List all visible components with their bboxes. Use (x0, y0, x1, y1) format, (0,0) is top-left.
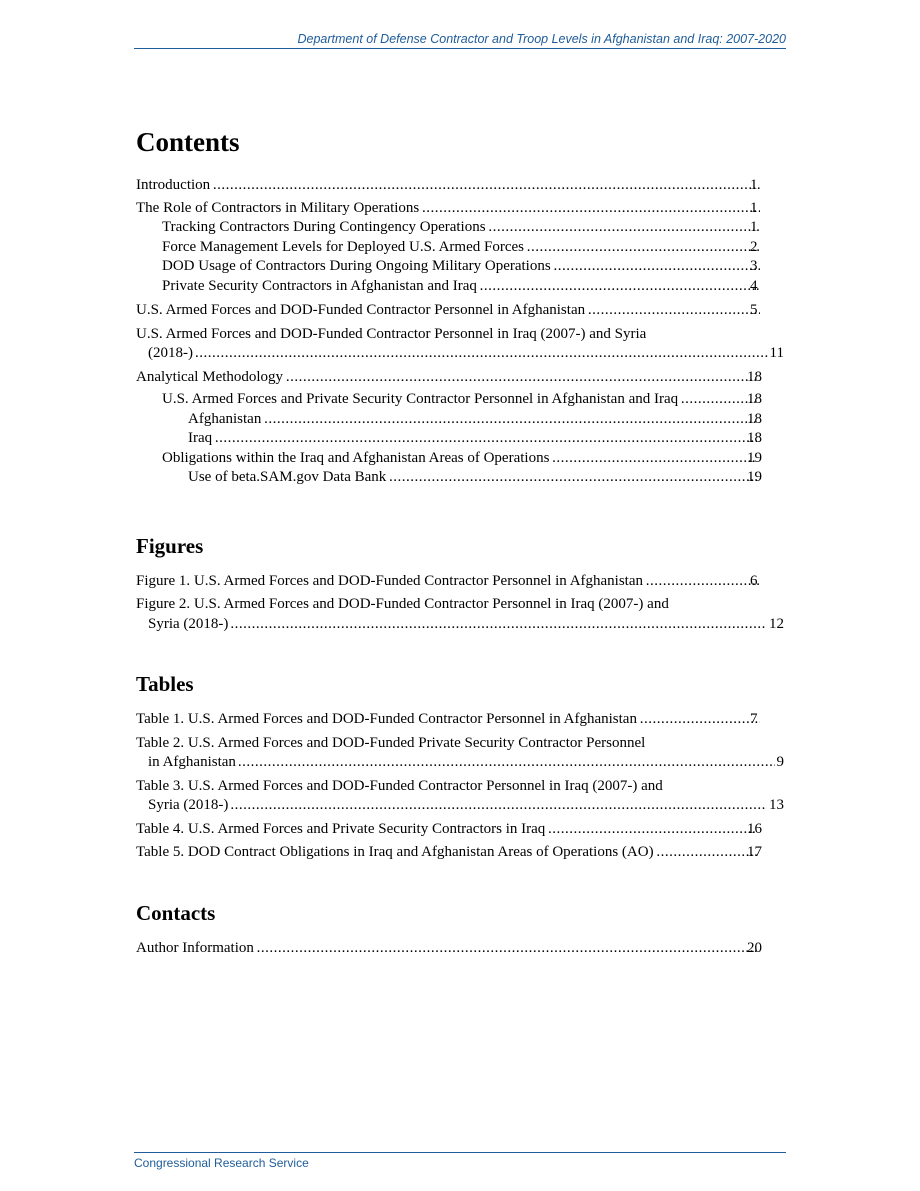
contacts-heading: Contacts (136, 900, 216, 925)
toc-link-beta-sam[interactable]: Use of beta.SAM.gov Data Bank ..... 19 (136, 468, 784, 488)
toc-link-analytical-methodology[interactable]: Analytical Methodology ..... 18 (136, 368, 784, 388)
toc-link-introduction[interactable]: Introduction ..... 1 (136, 176, 784, 196)
figures-section (136, 532, 784, 635)
toc-link-armed-forces-private-security[interactable]: U.S. Armed Forces and Private Security Contractor Personnel in Afghanistan and Iraq ..... 18 (136, 390, 784, 410)
toc-link-dod-usage[interactable]: DOD Usage of Contractors During Ongoing Military Operations ..... 3 (136, 257, 784, 277)
report-title: Department of Defense Contractor and Troop Levels in Afghanistan and Iraq: 2007-2020 (297, 32, 786, 46)
toc-link-afghanistan-personnel[interactable]: U.S. Armed Forces and DOD-Funded Contractor Personnel in Afghanistan ..... 5 (136, 301, 784, 321)
contents-section (136, 124, 784, 488)
figures-heading: Figures (136, 533, 204, 558)
toc-link-table-3[interactable]: Table 3. U.S. Armed Forces and DOD-Funded Contractor Personnel in Iraq (2007-) and Syria (2018-) ..... 13 (136, 777, 784, 816)
toc-link-table-4[interactable]: Table 4. U.S. Armed Forces and Private Security Contractors in Iraq ..... 16 (136, 820, 784, 840)
publisher-name: Congressional Research Service (134, 1156, 309, 1170)
toc-link-afghanistan[interactable]: Afghanistan ..... 18 (136, 410, 784, 430)
toc-link-figure-2[interactable]: Figure 2. U.S. Armed Forces and DOD-Funded Contractor Personnel in Iraq (2007-) and Syria (2018-) ..... 12 (136, 595, 784, 634)
contents-heading: Contents (136, 127, 240, 157)
toc-link-force-management-levels[interactable]: Force Management Levels for Deployed U.S. Armed Forces ..... 2 (136, 238, 784, 258)
toc-link-private-security[interactable]: Private Security Contractors in Afghanistan and Iraq ..... 4 (136, 277, 784, 297)
toc-link-iraq[interactable]: Iraq ..... 18 (136, 429, 784, 449)
running-header (134, 32, 786, 49)
table-of-contents (136, 124, 784, 990)
toc-link-author-information[interactable]: Author Information ..... 20 (136, 939, 784, 959)
tables-section (136, 670, 784, 863)
toc-link-table-2[interactable]: Table 2. U.S. Armed Forces and DOD-Funded Private Security Contractor Personnel in Afghanistan ..... 9 (136, 734, 784, 773)
toc-link-tracking-contractors[interactable]: Tracking Contractors During Contingency Operations ..... 1 (136, 218, 784, 238)
contacts-section (136, 899, 784, 959)
running-footer (134, 1152, 786, 1170)
toc-link-iraq-syria-personnel[interactable]: U.S. Armed Forces and DOD-Funded Contractor Personnel in Iraq (2007-) and Syria (2018-) ..... 11 (136, 325, 784, 364)
toc-link-role-of-contractors[interactable]: The Role of Contractors in Military Operations ..... 1 (136, 199, 784, 219)
toc-link-table-1[interactable]: Table 1. U.S. Armed Forces and DOD-Funded Contractor Personnel in Afghanistan ..... 7 (136, 710, 784, 730)
toc-link-obligations[interactable]: Obligations within the Iraq and Afghanistan Areas of Operations ..... 19 (136, 449, 784, 469)
toc-link-figure-1[interactable]: Figure 1. U.S. Armed Forces and DOD-Funded Contractor Personnel in Afghanistan ..... 6 (136, 572, 784, 592)
toc-link-table-5[interactable]: Table 5. DOD Contract Obligations in Iraq and Afghanistan Areas of Operations (AO) ..... 17 (136, 843, 784, 863)
tables-heading: Tables (136, 672, 194, 696)
